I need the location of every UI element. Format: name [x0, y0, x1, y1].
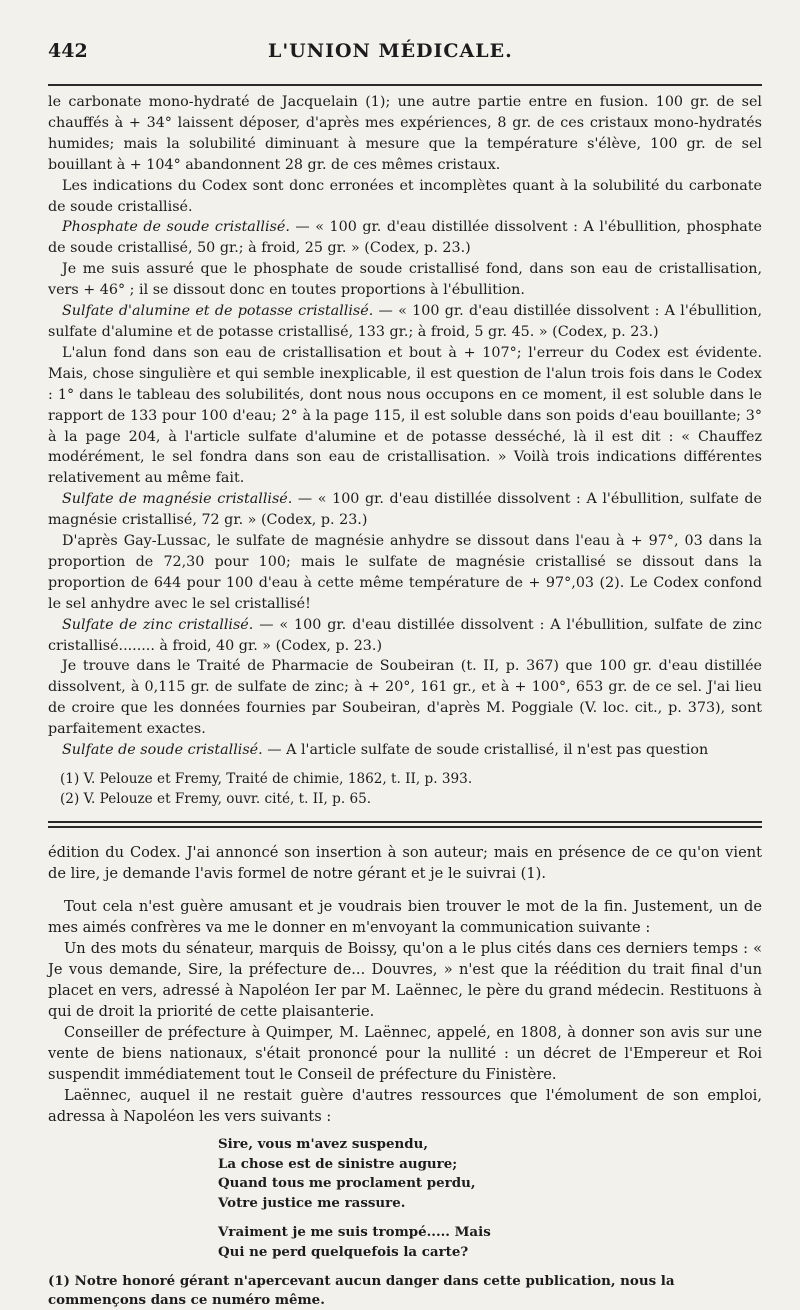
poem-stanza	[218, 1135, 762, 1213]
feuilleton-footnote-text: (1) Notre honoré gérant n'apercevant aucun danger dans cette publication, nous la commençons dans ce numéro même.	[48, 1273, 675, 1308]
feuilleton	[48, 842, 762, 1127]
paragraph-text: — « 100 gr. d'eau distillée dissolvent : A l'ébullition, phosphate de soude cristallisé, 50 gr.; à froid, 25 gr. » (Codex, p. 23.)	[48, 219, 763, 257]
running-title: L'UNION MÉDICALE.	[268, 40, 513, 62]
body-paragraph	[48, 615, 762, 657]
paragraph-text: L'alun fond dans son eau de cristallisation et bout à + 107°; l'erreur du Codex est évidente. Mais, chose singulière et qui semble inexplicable, il est question de l'alun trois fois dans le Codex : 1° dans le tableau des solubilités, dont nous nous occupons en ce moment, il est soluble dans le rapport de 133 pour 100 d'eau; 2° à la page 115, il est soluble dans son poids d'eau bouillante; 3° à la page 204, à l'article sulfate d'alumine et de potasse desséché, là il est dit : « Chauffez modérément, le sel fondra dans son eau de cristallisation. » Voilà trois indications différentes relativement au même fait.	[48, 344, 762, 487]
feuilleton-paragraph: Conseiller de préfecture à Quimper, M. Laënnec, appelé, en 1808, à donner son avis sur une vente de biens nationaux, s'était prononcé pour la nullité : un décret de l'Empereur et Roi suspendit immédiatement tout le Conseil de préfecture du Finistère.	[48, 1024, 762, 1083]
feuilleton-paragraph: édition du Codex. J'ai annoncé son insertion à son auteur; mais en présence de ce qu'on vient de lire, je demande l'avis formel de notre gérant et je le suivrai (1).	[48, 844, 762, 882]
body-paragraph	[48, 259, 762, 301]
feuilleton-paragraph: Un des mots du sénateur, marquis de Boissy, qu'on a le plus cités dans ces derniers temps : « Je vous demande, Sire, la préfecture de... Douvres, » n'est que la réédition du trait final d'un placet en vers, adressé à Napoléon Ier par M. Laënnec, le père du grand médecin. Restituons à qui de droit la priorité de cette plaisanterie.	[48, 940, 762, 1020]
footnotes	[48, 769, 762, 809]
poem-line: La chose est de sinistre augure;	[218, 1155, 458, 1172]
paragraph-text: — « 100 gr. d'eau distillée dissolvent : A l'ébullition, sulfate de zinc cristallisé........ à froid, 40 gr. » (Codex, p. 23.)	[48, 616, 763, 654]
footnote: (2) V. Pelouze et Fremy, ouvr. cité, t. II, p. 65.	[60, 791, 372, 807]
body-paragraph	[48, 656, 762, 740]
paragraph-lead: Phosphate de soude cristallisé.	[62, 219, 290, 236]
paragraph-text: — « 100 gr. d'eau distillée dissolvent : A l'ébullition, sulfate d'alumine et de potasse cristallisé, 133 gr.; à froid, 5 gr. 45. » (Codex, p. 23.)	[48, 303, 762, 340]
poem-line: Votre justice me rassure.	[218, 1194, 406, 1211]
body-paragraph	[48, 301, 762, 343]
footnote: (1) V. Pelouze et Fremy, Traité de chimie, 1862, t. II, p. 393.	[60, 771, 473, 787]
paragraph-text: Les indications du Codex sont donc erronées et incomplètes quant à la solubilité du carbonate de soude cristallisé.	[48, 177, 762, 215]
poem-stanza	[218, 1223, 762, 1262]
paragraph-lead: Sulfate de soude cristallisé.	[62, 742, 263, 759]
paragraph-text: D'après Gay-Lussac, le sulfate de magnésie anhydre se dissout dans l'eau à + 97°, 03 dans la proportion de 72,30 pour 100; mais le sulfate de magnésie cristallisé se dissout dans la proportion de 644 pour 100 d'eau à cette même température de + 97°,03 (2). Le Codex confond le sel anhydre avec le sel cristallisé!	[48, 533, 762, 612]
body-paragraph	[48, 740, 762, 761]
body-paragraph	[48, 217, 762, 259]
feuilleton-paragraph: Tout cela n'est guère amusant et je voudrais bien trouver le mot de la fin. Justement, un de mes aimés confrères va me le donner en m'envoyant la communication suivante :	[48, 898, 762, 936]
page-number: 442	[48, 40, 88, 62]
paragraph-text: — « 100 gr. d'eau distillée dissolvent : A l'ébullition, sulfate de magnésie cristallisé, 72 gr. » (Codex, p. 23.)	[48, 491, 762, 529]
feuilleton-paragraph: Laënnec, auquel il ne restait guère d'autres ressources que l'émolument de son emploi, adressa à Napoléon les vers suivants :	[48, 1087, 762, 1125]
body-paragraph	[48, 92, 762, 176]
feuilleton-footnote	[48, 1272, 762, 1310]
poem-line: Vraiment je me suis trompé..... Mais	[218, 1224, 491, 1240]
paragraph-text: le carbonate mono-hydraté de Jacquelain (1); une autre partie entre en fusion. 100 gr. de sel chauffés à + 34° laissent déposer, d'après mes expériences, 8 gr. de ces cristaux mono-hydratés humides; mais la solubilité diminuant à mesure que la température s'élève, 100 gr. de sel bouillant à + 104° abandonnent 28 gr. de ces mêmes cristaux.	[48, 94, 762, 173]
body-paragraph	[48, 531, 762, 615]
body-paragraph	[48, 176, 762, 218]
paragraph-lead: Sulfate de zinc cristallisé.	[62, 616, 254, 633]
poem-line: Qui ne perd quelquefois la carte?	[218, 1243, 469, 1260]
poem-line: Quand tous me proclament perdu,	[218, 1175, 476, 1191]
paragraph-lead: Sulfate de magnésie cristallisé.	[62, 491, 293, 508]
paragraph-text: Je trouve dans le Traité de Pharmacie de Soubeiran (t. II, p. 367) que 100 gr. d'eau distillée dissolvent, à 0,115 gr. de sulfate de zinc; à + 20°, 161 gr., et à + 100°, 653 gr. de ce sel. J'ai lieu de croire que les données fournies par Soubeiran, d'après M. Poggiale (V. loc. cit., p. 373), sont parfaitement exactes.	[48, 658, 762, 738]
article-body	[48, 92, 762, 761]
body-paragraph	[48, 343, 762, 489]
paragraph-text: Je me suis assuré que le phosphate de soude cristallisé fond, dans son eau de cristallisation, vers + 46° ; il se dissout donc en toutes proportions à l'ébullition.	[48, 261, 762, 299]
body-paragraph	[48, 489, 762, 531]
poem-line: Sire, vous m'avez suspendu,	[218, 1136, 429, 1152]
paragraph-lead: Sulfate d'alumine et de potasse cristallisé.	[62, 303, 374, 320]
poem	[218, 1135, 762, 1262]
page-header	[48, 40, 762, 86]
paragraph-text: — A l'article sulfate de soude cristallisé, il n'est pas question	[262, 742, 709, 759]
feuilleton-divider	[48, 821, 762, 828]
